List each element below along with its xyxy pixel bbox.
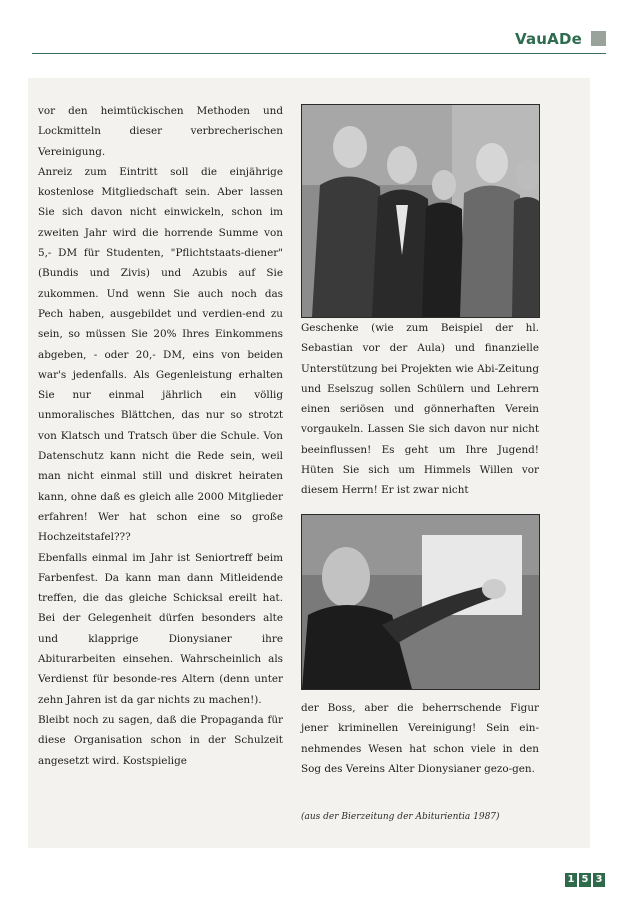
page-number-digit: 1 bbox=[565, 873, 577, 887]
portrait-photo bbox=[301, 514, 540, 690]
header-divider bbox=[32, 53, 606, 54]
portrait-photo-image bbox=[302, 515, 539, 689]
article-right-column-bottom bbox=[301, 698, 539, 779]
group-photo bbox=[301, 104, 540, 318]
paragraph: Bleibt noch zu sagen, daß die Propaganda für diese Organisation schon in der Schulzeit angesetzt wird. Kostspielige bbox=[38, 713, 283, 767]
paragraph: der Boss, aber die beherrschende Figur jener kriminellen Vereinigung! Sein ein-nehmendes Wesen hat schon viele in den Sog des Vereins Alter Dionysianer gezo-gen. bbox=[301, 702, 539, 775]
group-photo-image bbox=[302, 105, 539, 317]
paragraph: Ebenfalls einmal im Jahr ist Seniortreff beim Farbenfest. Da kann man dann Mitleidende treffen, die das gleiche Schicksal ereilt hat. Bei der Gelegenheit dürfen besonders alte und klapprige Dionysianer ihre Abiturarbeiten einsehen. Wahrscheinlich als Verdienst für besonde-res Altern (denn unter zehn Jahren ist da gar nichts zu machen!). bbox=[38, 551, 283, 706]
paragraph: Geschenke (wie zum Beispiel der hl. Sebastian vor der Aula) und finanzielle Unterstützung bei Projekten wie Abi-Zeitung und Eselszug sollen Schülern und Lehrern einen seriösen und gönnerhaften Verein vorgaukeln. Lassen Sie sich davon nur nicht beeinflussen! Es geht um Ihre Jugend! Hüten Sie sich um Himmels Willen vor diesem Herrn! Er ist zwar nicht bbox=[301, 322, 539, 497]
source-note: (aus der Bierzeitung der Abiturientia 1987) bbox=[301, 812, 500, 822]
article-left-column bbox=[38, 101, 283, 771]
page-number-digit: 3 bbox=[593, 873, 605, 887]
article-right-column-top bbox=[301, 318, 539, 501]
paragraph: Anreiz zum Eintritt soll die einjährige kostenlose Mitgliedschaft sein. Aber lassen Sie sich davon nicht einwickeln, schon im zweiten Jahr wird die horrende Summe von 5,- DM für Studenten, "Pflichtstaats-diener" (Bundis und Zivis) und Azubis auf Sie zukommen. Und wenn Sie auch noch das Pech haben, ausgebildet und verdien-end zu sein, so müssen Sie 20% Ihres Einkommens abgeben, - oder 20,- DM, eins von beiden war's jedenfalls. Als Gegenleistung erhalten Sie nur einmal jährlich ein völlig unmoralisches Blättchen, das nur so strotzt von Klatsch und Tratsch über die Schule. Von Datenschutz kann nicht die Rede sein, weil man nicht einmal still und diskret heiraten kann, ohne daß es gleich alle 2000 Mitglieder erfahren! Wer hat schon eine so große Hochzeitstafel??? bbox=[38, 165, 283, 544]
paragraph: vor den heimtückischen Methoden und Lockmitteln dieser verbrecherischen Vereinigung. bbox=[38, 105, 283, 158]
page-number-digit: 5 bbox=[579, 873, 591, 887]
page-number bbox=[565, 873, 605, 887]
header-square-icon bbox=[591, 31, 606, 46]
header-title: VauADe bbox=[514, 30, 582, 48]
